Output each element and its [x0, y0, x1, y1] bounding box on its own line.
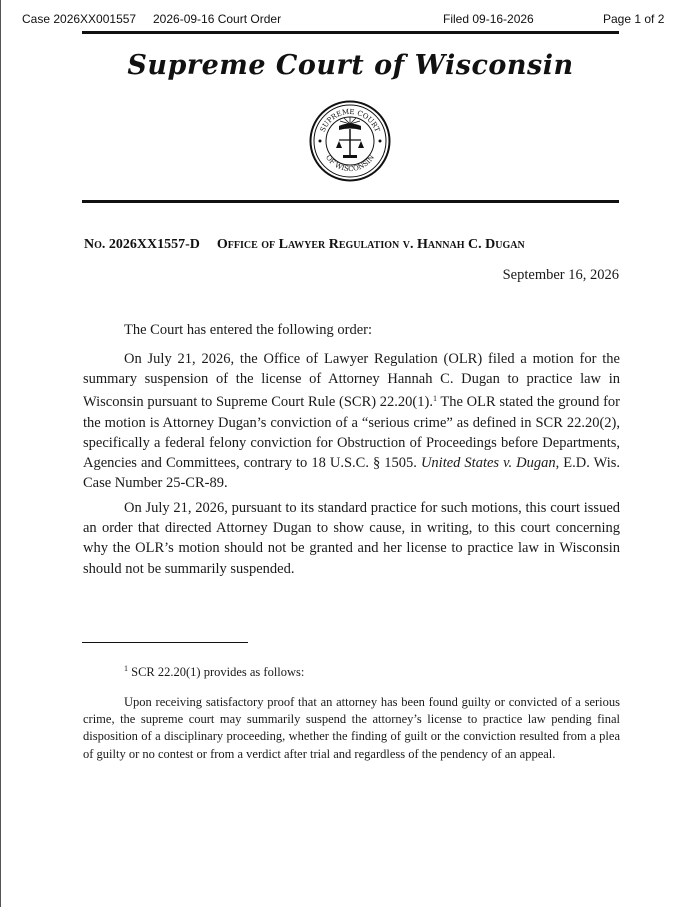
- footnote-marker: 1: [124, 664, 128, 673]
- paragraph-2-text-a: On July 21, 2026, the Office of Lawyer Regulation (OLR) filed a motion for the summary suspension of the license of Attorney Hannah C. Dugan to practice law in Wisconsin pursuant to Supreme Court Rule (SCR) 22.20(1).: [83, 351, 620, 411]
- header-filed-date: Filed 09-16-2026: [443, 12, 534, 26]
- footnote-reference[interactable]: 1: [432, 394, 437, 404]
- footnote-separator: [82, 642, 248, 643]
- seal-bottom-text: OF WISCONSIN: [324, 153, 376, 174]
- case-number: No. 2026XX1557-D: [84, 237, 200, 252]
- paragraph-2-text-c: , E.D. Wis. Case Number 25-CR-89.: [83, 455, 621, 492]
- header-case-number: Case 2026XX001557: [22, 12, 137, 26]
- body-paragraph-1: The Court has entered the following order:: [124, 322, 373, 338]
- body-paragraph-3: On July 21, 2026, pursuant to its standard practice for such motions, this court issued an order that directed Attorney Dugan to show cause, in writing, to this court concerning why the OLR’s motion should not be granted and her license to practice law in Wisconsin should not be summarily suspended.: [83, 500, 620, 577]
- seal-top-text: SUPREME COURT: [318, 107, 382, 134]
- title-rule: [82, 200, 619, 203]
- header-rule: [82, 31, 619, 34]
- footnote-intro: [83, 660, 620, 681]
- header-page-number: Page 1 of 2: [603, 12, 665, 26]
- footnote-intro-text: SCR 22.20(1) provides as follows:: [128, 665, 305, 679]
- header-document-title: 2026-09-16 Court Order: [153, 12, 282, 26]
- case-parties: Office of Lawyer Regulation v. Hannah C. Dugan: [216, 237, 525, 252]
- case-caption: [84, 237, 525, 253]
- case-citation: United States v. Dugan: [420, 455, 556, 472]
- body-paragraph-2: [83, 349, 620, 493]
- page-left-edge: [0, 0, 1, 907]
- court-seal: [309, 100, 391, 182]
- order-date: September 16, 2026: [502, 267, 619, 283]
- footnote-quote: Upon receiving satisfactory proof that an attorney has been found guilty or convicted of a serious crime, the supreme court may summarily suspend the attorney’s license to practice law pending final disposition of a disciplinary proceeding, whether the finding of guilt or the conviction resulted from a plea of guilty or no contest or from a verdict after trial and regardless of the pendency of an appeal.: [83, 695, 620, 761]
- paragraph-2-text-b: The OLR stated the ground for the motion is Attorney Dugan’s conviction of a “serious crime” as defined in SCR 22.20(2), specifically a federal felony conviction for Obstruction of Proceedings before Departments, Agencies and Committees, contrary to 18 U.S.C. § 1505.: [83, 394, 620, 472]
- court-title: Supreme Court of Wisconsin: [127, 50, 574, 81]
